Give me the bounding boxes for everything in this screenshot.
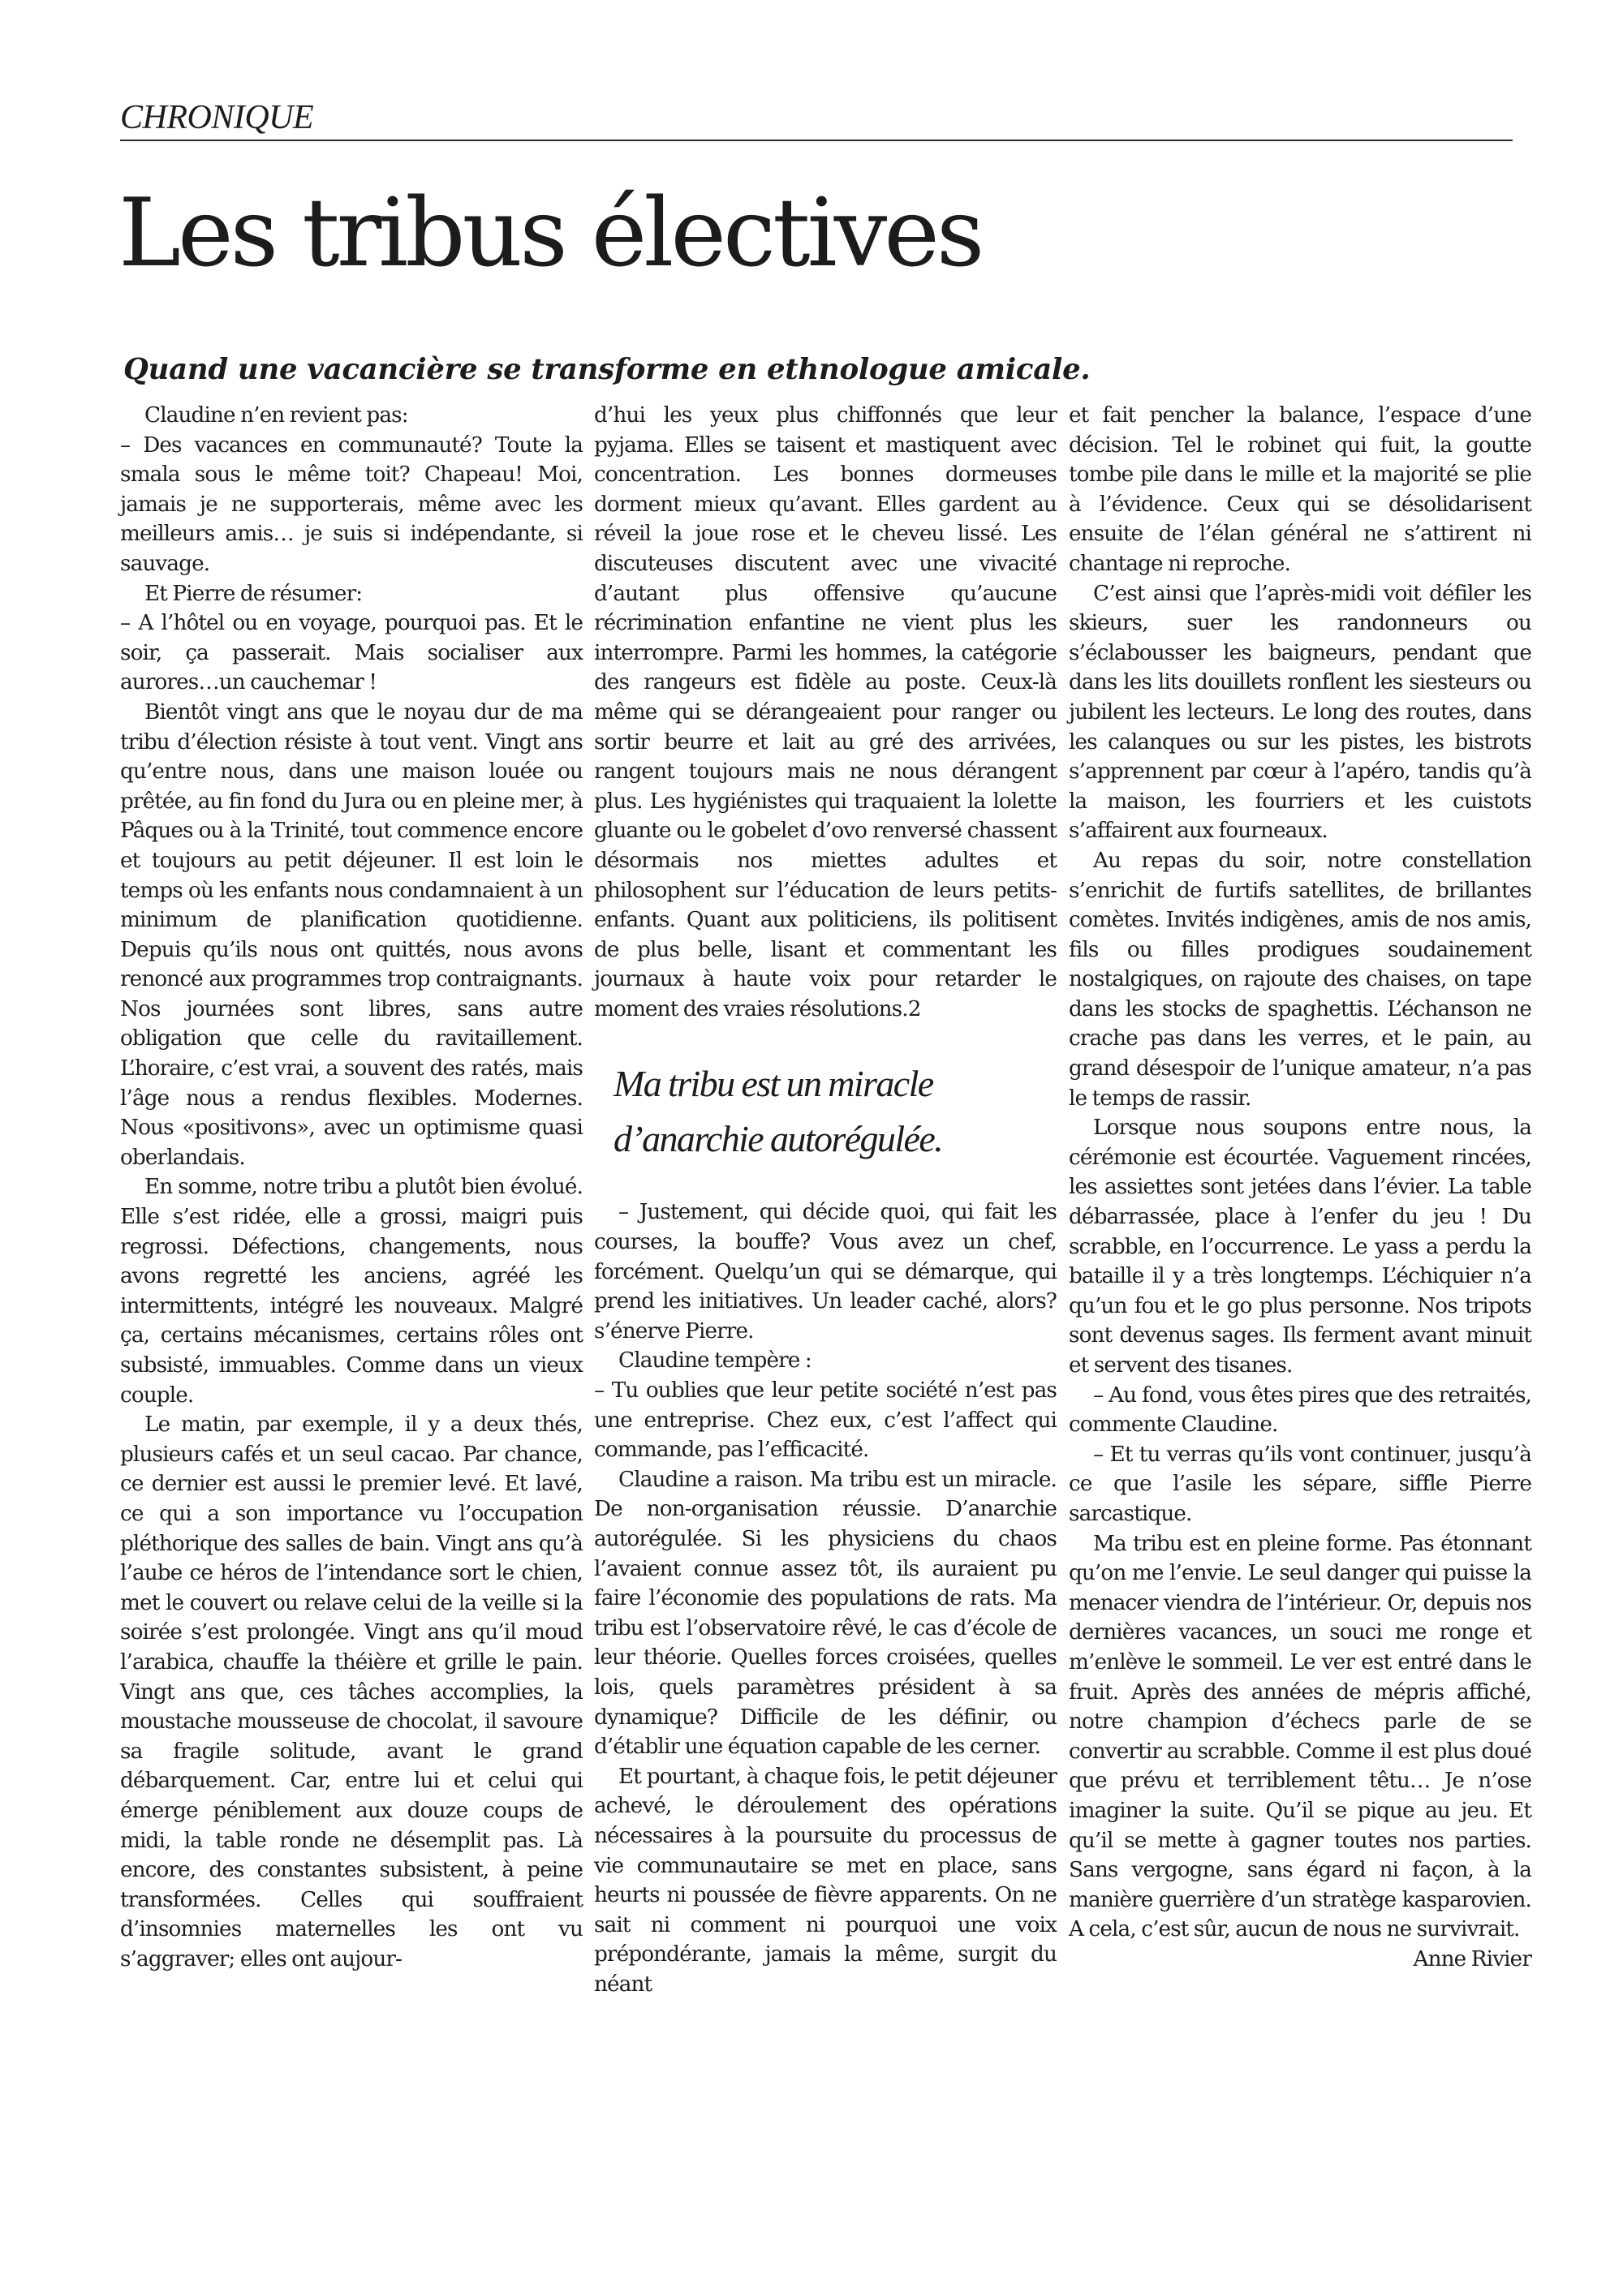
paragraph: C’est ainsi que l’après-midi voit défiler les skieurs, suer les randonneurs ou s’éclabousser les baigneurs, pendant que dans les lits douillets ronflent les siesteurs ou jubilent les lecteurs. Le long des routes, dans les calanques ou sur les pistes, les bistrots s’apprennent par cœur à l’apéro, tandis qu’à la maison, les fourriers et les cuistots s’affairent aux fourneaux. bbox=[1069, 581, 1531, 844]
paragraph: et fait pencher la balance, l’espace d’une décision. Tel le robinet qui fuit, la goutte tombe pile dans le mille et la majorité se plie à l’évidence. Ceux qui se désolidarisent ensuite de l’élan général ne s’attirent ni chantage ni reproche. bbox=[1069, 403, 1531, 576]
paragraph: Et pourtant, à chaque fois, le petit déjeuner achevé, le déroulement des opérations nécessaires à la poursuite du processus de vie communautaire se met en place, sans heurts ni poussée de fièvre apparents. On ne sait ni comment ni pourquoi une voix prépondérante, jamais la même, surgit du néant bbox=[594, 1764, 1057, 1997]
paragraph: Bientôt vingt ans que le noyau dur de ma tribu d’élection résiste à tout vent. Vingt ans qu’entre nous, dans une maison louée ou prêtée, au fin fond du Jura ou en pleine mer, à Pâques ou à la Trinité, tout commence encore et toujours au petit déjeuner. Il est loin le temps où les enfants nous condamnaient à un minimum de planification quotidienne. Depuis qu’ils nous ont quittés, nous avons renoncé aux programmes trop contraignants. Nos journées sont libres, sans autre obligation que celle du ravitaillement. L’horaire, c’est vrai, a souvent des ratés, mais l’âge nous a rendus flexibles. Modernes. Nous «positivons», avec un optimisme quasi oberlandais. bbox=[120, 699, 583, 1170]
paragraph: – Justement, qui décide quoi, qui fait les courses, la bouffe? Vous avez un chef, forcément. Quelqu’un qui se démarque, qui prend les initiatives. Un leader caché, alors? s’énerve Pierre. bbox=[594, 1200, 1057, 1344]
author-signature: Anne Rivier bbox=[1413, 1946, 1531, 1971]
paragraph: Le matin, par exemple, il y a deux thés, plusieurs cafés et un seul cacao. Par chance, ce dernier est aussi le premier levé. Et lavé, ce qui a son importance vu l’occupation pléthorique des salles de bain. Vingt ans qu’à l’aube ce héros de l’intendance sort le chien, met le couvert ou relave celui de la veille si la soirée s’est prolongée. Vingt ans qu’il moud l’arabica, chauffe la théière et grille le pain. Vingt ans que, ces tâches accomplies, la moustache mousseuse de chocolat, il savoure sa fragile solitude, avant le grand débarquement. Car, entre lui et celui qui émerge péniblement aux douze coups de midi, la table ronde ne désemplit pas. Là encore, des constantes subsistent, à peine transformées. Celles qui souffraient d’insomnies maternelles les ont vu s’aggraver; elles ont aujour- bbox=[120, 1412, 583, 1971]
paragraph: d’hui les yeux plus chiffonnés que leur pyjama. Elles se taisent et mastiquent avec concentration. Les bonnes dormeuses dorment mieux qu’avant. Elles gardent au réveil la joue rose et le cheveu lissé. Les discuteuses discutent avec une vivacité d’autant plus offensive qu’aucune récrimination enfantine ne vient plus les interrompre. Parmi les hommes, la catégorie des rangeurs est fidèle au poste. Ceux-là même qui se dérangeaient pour ranger ou sortir beurre et lait au gré des arrivées, rangent toujours mais ne nous dérangent plus. Les hygiénistes qui traquaient la lolette gluante ou le gobelet d’ovo renversé chassent désormais nos miettes adultes et philosophent sur l’éducation de leurs petits-enfants. Quant aux politiciens, ils politisent de plus belle, lisant et commentant les journaux à haute voix pour retarder le moment des vraies résolutions.2 bbox=[594, 403, 1057, 1021]
section-rubric: CHRONIQUE bbox=[120, 96, 1513, 141]
paragraph: Lorsque nous soupons entre nous, la cérémonie est écourtée. Vaguement rincées, les assiettes sont jetées dans l’évier. La table débarrassée, place à l’enfer du jeu ! Du scrabble, en l’occurrence. Le yass a perdu la bataille il y a très longtemps. L’échiquier n’a qu’un fou et le go plus personne. Nos tripots sont devenus sages. Ils ferment avant minuit et servent des tisanes. bbox=[1069, 1116, 1531, 1378]
pull-quote: Ma tribu est un miracle d’anarchie autorégulée. bbox=[613, 1063, 943, 1160]
paragraph: Au repas du soir, notre constellation s’enrichit de furtifs satellites, de brillantes comètes. Invités indigènes, amis de nos amis, fils ou filles prodigues soudainement nostalgiques, on rajoute des chaises, on tape dans les stocks de spaghettis. L’échanson ne crache pas dans les verres, et le pain, au grand désespoir de l’unique amateur, n’a pas le temps de rassir. bbox=[1069, 848, 1531, 1111]
paragraph: Ma tribu est en pleine forme. Pas étonnant qu’on me l’envie. Le seul danger qui puisse la menacer viendra de l’intérieur. Or, depuis nos dernières vacances, un souci me ronge et m’enlève le sommeil. Le ver est entré dans le fruit. Après des années de mépris affiché, notre champion d’échecs parle de se convertir au scrabble. Comme il est plus doué que prévu et terriblement têtu… Je n’ose imaginer la suite. Qu’il se pique au jeu. Et qu’il se mette à gagner toutes nos parties. Sans vergogne, sans égard ni façon, à la manière guerrière d’un stratège kasparovien. A cela, c’est sûr, aucun de nous ne survivrait. bbox=[1069, 1531, 1531, 1942]
article-title: Les tribus électives bbox=[118, 178, 982, 288]
paragraph: – A l’hôtel ou en voyage, pourquoi pas. Et le soir, ça passerait. Mais socialiser aux aurores…un cauchemar ! bbox=[120, 611, 583, 695]
paragraph: – Des vacances en communauté? Toute la smala sous le même toit? Chapeau! Moi, jamais je ne supporterais, même avec les meilleurs amis… je suis si indépendante, si sauvage. bbox=[120, 432, 583, 576]
paragraph: Et Pierre de résumer: bbox=[144, 581, 363, 606]
paragraph: Claudine a raison. Ma tribu est un miracle. De non-organisation réussie. D’anarchie autorégulée. Si les physiciens du chaos l’avaient connue assez tôt, ils auraient pu faire l’économie des populations de rats. Ma tribu est l’observatoire rêvé, le cas d’école de leur théorie. Quelles forces croisées, quelles lois, quels paramètres président à sa dynamique? Difficile de les définir, ou d’établir une équation capable de les cerner. bbox=[594, 1467, 1057, 1760]
text-column-2 bbox=[594, 401, 1057, 2000]
paragraph: – Au fond, vous êtes pires que des retraités, commente Claudine. bbox=[1069, 1382, 1531, 1438]
paragraph: Claudine n’en revient pas: bbox=[144, 403, 408, 428]
text-column-3 bbox=[1069, 401, 1531, 1974]
paragraph: Claudine tempère : bbox=[618, 1348, 812, 1374]
paragraph: – Et tu verras qu’ils vont continuer, jusqu’à ce que l’asile les sépare, siffle Pierre sarcastique. bbox=[1069, 1442, 1531, 1526]
paragraph: En somme, notre tribu a plutôt bien évolué. Elle s’est ridée, elle a grossi, maigri puis regrossi. Défections, changements, nous avons regretté les anciens, agréé les intermittents, intégré les nouveaux. Malgré ça, certains mécanismes, certains rôles ont subsisté, immuables. Comme dans un vieux couple. bbox=[120, 1175, 583, 1408]
paragraph: – Tu oublies que leur petite société n’est pas une entreprise. Chez eux, c’est l’affect qui commande, pas l’efficacité. bbox=[594, 1378, 1057, 1463]
article-deck: Quand une vacancière se transforme en ethnologue amicale. bbox=[123, 353, 1091, 386]
text-column-1 bbox=[120, 401, 583, 1974]
